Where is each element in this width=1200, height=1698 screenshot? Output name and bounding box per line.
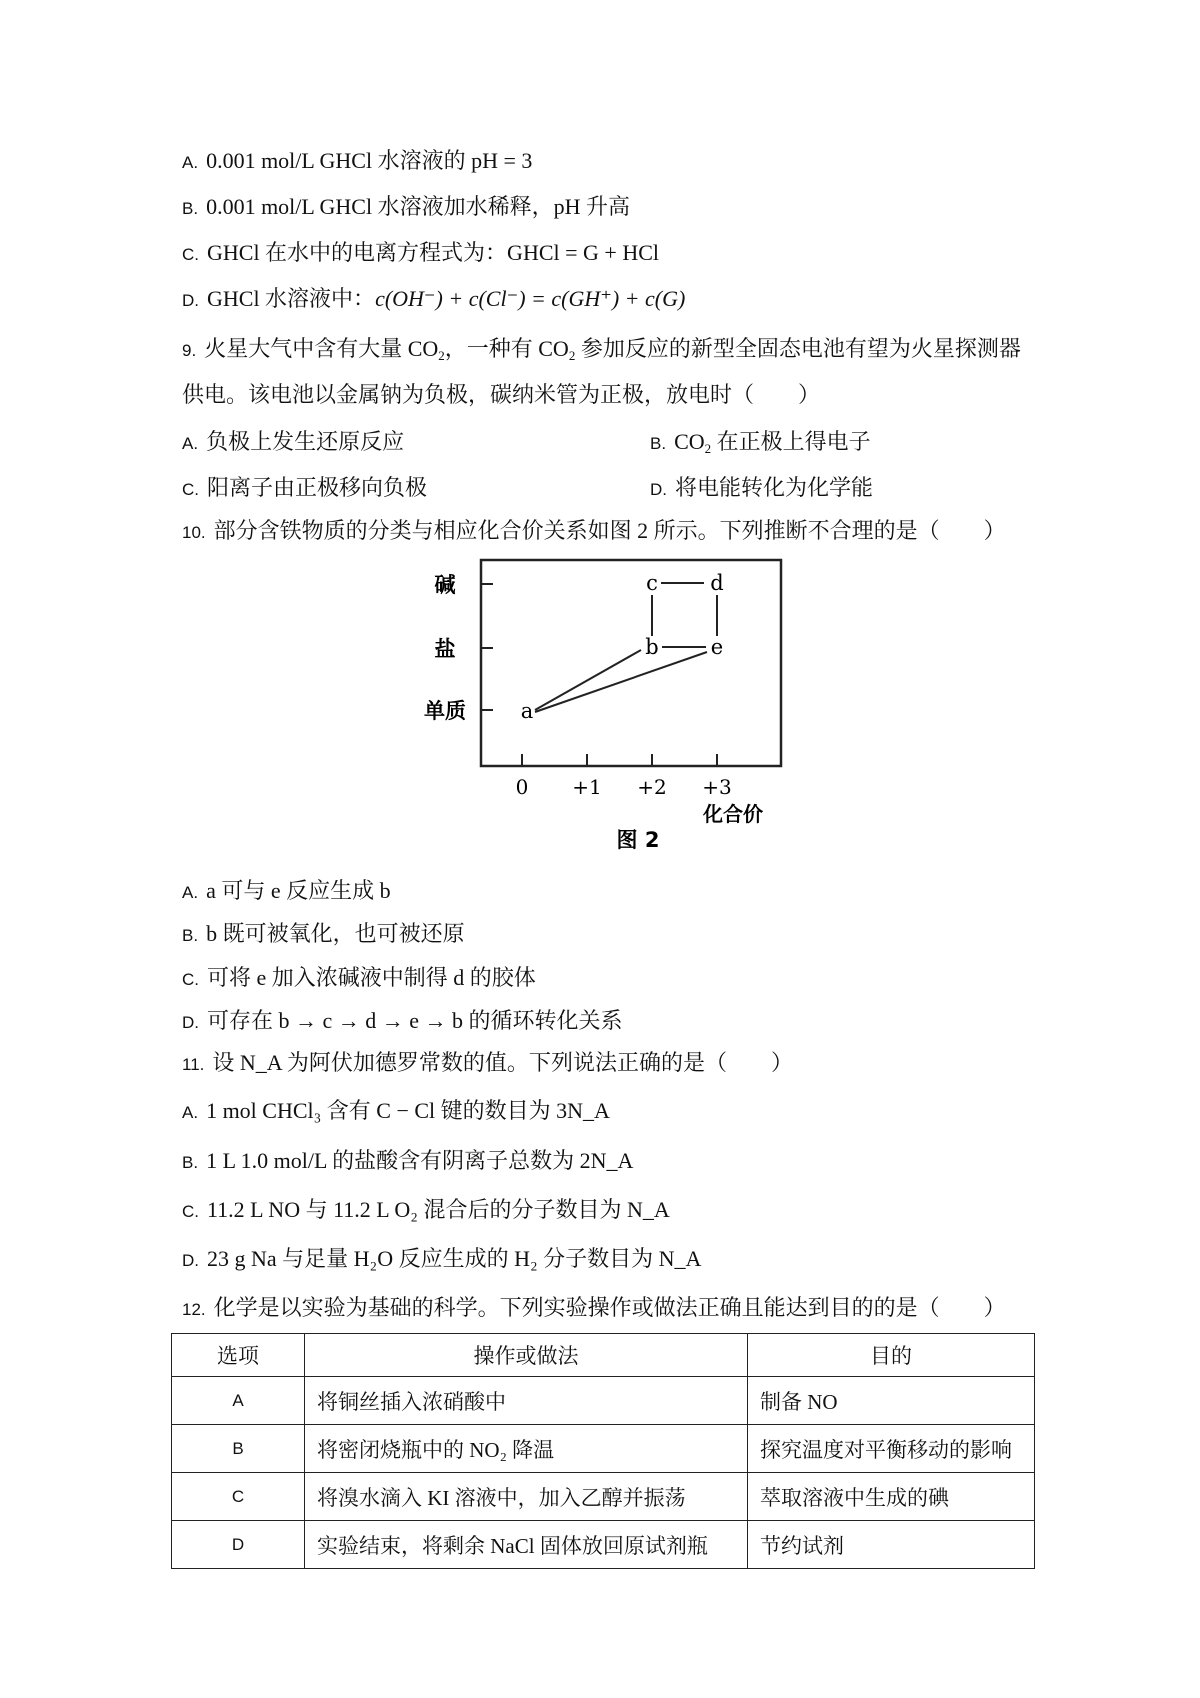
q10-option-b <box>182 920 465 950</box>
option-label: C. <box>182 1202 199 1221</box>
question-number: 11. <box>182 1055 205 1074</box>
question-number: 10. <box>182 523 206 542</box>
stem-text: 化学是以实验为基础的科学。下列实验操作或做法正确且能达到目的的是（ ） <box>213 1295 1006 1320</box>
option-label: A. <box>182 434 199 453</box>
figure-caption: 图 2 <box>616 828 660 852</box>
cell-purpose: 制备 NO <box>748 1377 1035 1425</box>
option-text: 阳离子由正极移向负极 <box>207 475 428 500</box>
q9-option-d <box>650 474 873 504</box>
option-text: 23 g Na 与足量 H₂O 反应生成的 H₂ 分子数目为 N_A <box>207 1246 702 1271</box>
header-operation: 操作或做法 <box>305 1334 748 1377</box>
q8-option-c <box>182 239 659 269</box>
q10-option-a <box>182 877 391 907</box>
plot-frame <box>481 560 781 766</box>
option-label: B. <box>650 434 667 453</box>
iron-valence-diagram <box>415 554 785 854</box>
experiment-table <box>171 1333 1035 1569</box>
option-label: B. <box>182 926 199 945</box>
q11-stem <box>182 1049 793 1079</box>
option-text: GHCl 在水中的电离方程式为：GHCl = G + HCl <box>207 240 659 265</box>
stem-text: ，一种有 CO <box>444 336 569 361</box>
x-label-0: 0 <box>515 775 529 799</box>
option-label: D. <box>182 1251 199 1270</box>
cell-purpose: 探究温度对平衡移动的影响 <box>748 1425 1035 1473</box>
point-a: a <box>520 699 534 723</box>
option-label: C. <box>182 970 199 989</box>
q9-stem-line2: 供电。该电池以金属钠为负极，碳纳米管为正极，放电时（ ） <box>182 382 821 407</box>
x-axis-title: 化合价 <box>703 802 763 826</box>
option-label: B. <box>182 199 199 218</box>
option-text: 0.001 mol/L GHCl 水溶液的 pH = 3 <box>206 148 533 173</box>
option-label: A. <box>182 153 199 172</box>
option-text: 负极上发生还原反应 <box>206 429 405 454</box>
cell-option: A <box>172 1377 305 1425</box>
option-text: 可将 e 加入浓碱液中制得 d 的胶体 <box>207 965 536 990</box>
q12-stem <box>182 1294 1006 1324</box>
x-label-3: +3 <box>702 775 732 799</box>
cell-purpose: 节约试剂 <box>748 1521 1035 1569</box>
point-c: c <box>646 571 658 595</box>
point-b: b <box>645 635 659 659</box>
option-text: 可存在 b → c → d → e → b 的循环转化关系 <box>207 1008 623 1033</box>
q9-option-b: B. $CO_2$ 在正极上得电子 <box>650 429 871 456</box>
q8-option-d <box>182 285 685 315</box>
cell-purpose: 萃取溶液中生成的碘 <box>748 1473 1035 1521</box>
x-label-1: +1 <box>572 775 602 799</box>
q10-stem <box>182 517 1006 547</box>
option-label: C. <box>182 245 199 264</box>
x-label-2: +2 <box>637 775 667 799</box>
stem-text: 参加反应的新型全固态电池有望为火星探测器 <box>575 336 1021 361</box>
q8-option-b <box>182 193 630 223</box>
cell-option: C <box>172 1473 305 1521</box>
option-text: 0.001 mol/L GHCl 水溶液加水稀释，pH 升高 <box>206 194 630 219</box>
q8-option-a <box>182 147 532 177</box>
option-label: B. <box>182 1153 199 1172</box>
point-e: e <box>710 635 724 659</box>
table-row <box>172 1425 1035 1473</box>
q11-option-b <box>182 1147 633 1177</box>
option-text: GHCl 水溶液中： <box>207 286 376 311</box>
question-number: 12. <box>182 1300 206 1319</box>
option-text: 1 L 1.0 mol/L 的盐酸含有阴离子总数为 2N_A <box>206 1148 634 1173</box>
q11-option-a <box>182 1097 610 1127</box>
cell-operation: 将铜丝插入浓硝酸中 <box>305 1377 748 1425</box>
table-row <box>172 1377 1035 1425</box>
q11-option-d <box>182 1245 701 1275</box>
stem-text: 设 N_A 为阿伏加德罗常数的值。下列说法正确的是（ ） <box>212 1050 793 1075</box>
option-label: D. <box>182 291 199 310</box>
q9-option-c <box>182 474 427 504</box>
q9-option-a <box>182 428 404 458</box>
option-formula: c(OH⁻) + c(Cl⁻) = c(GH⁺) + c(G) <box>375 286 686 311</box>
cell-operation: 实验结束，将剩余 NaCl 固体放回原试剂瓶 <box>305 1521 748 1569</box>
option-label: A. <box>182 1103 199 1122</box>
q10-option-c <box>182 964 536 994</box>
cell-operation: 将密闭烧瓶中的 NO₂ 降温 <box>305 1425 748 1473</box>
option-text: 11.2 L NO 与 11.2 L O₂ 混合后的分子数目为 N_A <box>207 1197 670 1222</box>
y-label-salt: 盐 <box>434 637 456 661</box>
option-label: A. <box>182 883 199 902</box>
option-label: D. <box>182 1013 199 1032</box>
option-text: CO <box>674 429 705 454</box>
option-text: 1 mol CHCl₃ 含有 C − Cl 键的数目为 3N_A <box>206 1098 610 1123</box>
q10-option-d <box>182 1007 623 1037</box>
q11-option-c <box>182 1196 670 1226</box>
option-text: a 可与 e 反应生成 b <box>206 878 391 903</box>
table-row <box>172 1473 1035 1521</box>
table-header-row <box>172 1334 1035 1377</box>
y-label-base: 碱 <box>434 573 456 597</box>
cell-option: B <box>172 1425 305 1473</box>
point-d: d <box>710 571 724 595</box>
header-purpose: 目的 <box>748 1334 1035 1377</box>
stem-text: 火星大气中含有大量 CO <box>204 336 439 361</box>
stem-text: 部分含铁物质的分类与相应化合价关系如图 2 所示。下列推断不合理的是（ ） <box>213 518 1006 543</box>
option-label: C. <box>182 480 199 499</box>
option-text: 将电能转化为化学能 <box>675 475 874 500</box>
option-text: b 既可被氧化，也可被还原 <box>206 921 465 946</box>
question-number: 9. <box>182 341 197 360</box>
y-label-element: 单质 <box>424 699 466 723</box>
header-option: 选项 <box>172 1334 305 1377</box>
option-text: 在正极上得电子 <box>711 429 871 454</box>
table-row <box>172 1521 1035 1569</box>
option-label: D. <box>650 480 667 499</box>
cell-option: D <box>172 1521 305 1569</box>
cell-operation: 将溴水滴入 KI 溶液中，加入乙醇并振荡 <box>305 1473 748 1521</box>
q9-stem-line1: 9. 火星大气中含有大量 $CO_2$，一种有 $CO_2$ 参加反应的新型全固态电池有望为火星探测器 <box>182 336 1021 363</box>
